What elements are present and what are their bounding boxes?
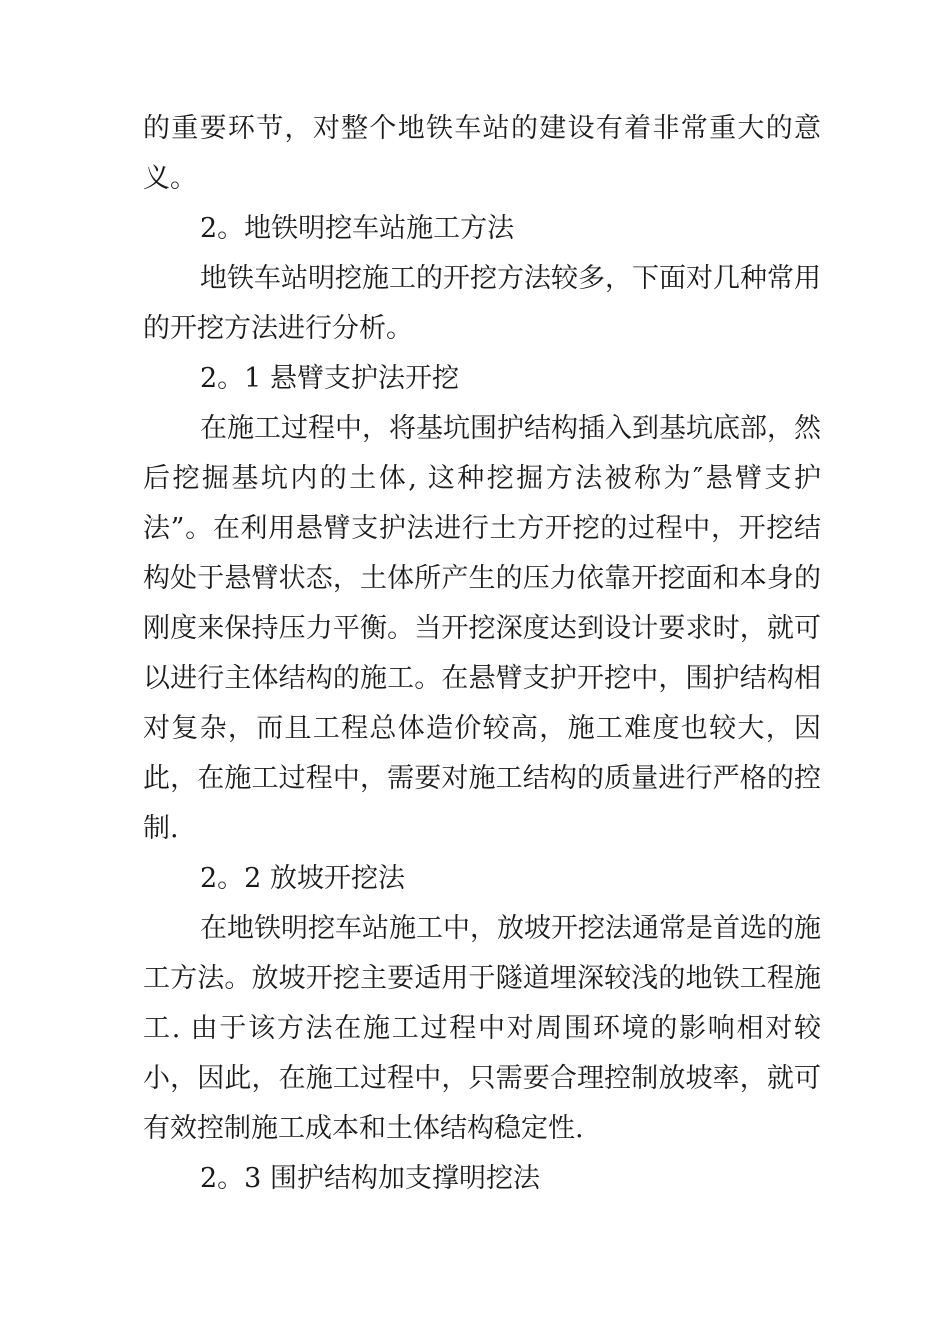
- section-heading-2-1: 2。1 悬臂支护法开挖: [200, 363, 459, 394]
- paragraph-continuation: 的重要环节，对整个地铁车站的建设有着非常重大的意义。: [143, 113, 821, 194]
- paragraph-cantilever: 在施工过程中，将基坑围护结构插入到基坑底部，然后挖掘基坑内的土体, 这种挖掘方法被称为″悬臂支护法”。在利用悬臂支护法进行土方开挖的过程中，开挖结构处于悬臂状态，土体所产生的压力依靠开挖面和本身的刚度来保持压力平衡。当开挖深度达到设计要求时，就可以进行主体结构的施工。在悬臂支护开挖中，围护结构相对复杂，而且工程总体造价较高，施工难度也较大，因此，在施工过程中，需要对施工结构的质量进行严格的控制.: [143, 413, 821, 844]
- paragraph-intro: 地铁车站明挖施工的开挖方法较多，下面对几种常用的开挖方法进行分析。: [143, 263, 821, 344]
- paragraph-slope: 在地铁明挖车站施工中，放坡开挖法通常是首选的施工方法。放坡开挖主要适用于隧道埋深较浅的地铁工程施工. 由于该方法在施工过程中对周围环境的影响相对较小，因此，在施工过程中，只需要合理控制放坡率，就可有效控制施工成本和土体结构稳定性.: [143, 913, 821, 1144]
- section-heading-2-3: 2。3 围护结构加支撑明挖法: [200, 1163, 540, 1194]
- document-body: [143, 104, 821, 1204]
- section-heading-2: 2。地铁明挖车站施工方法: [200, 213, 515, 244]
- section-heading-2-2: 2。2 放坡开挖法: [200, 863, 405, 894]
